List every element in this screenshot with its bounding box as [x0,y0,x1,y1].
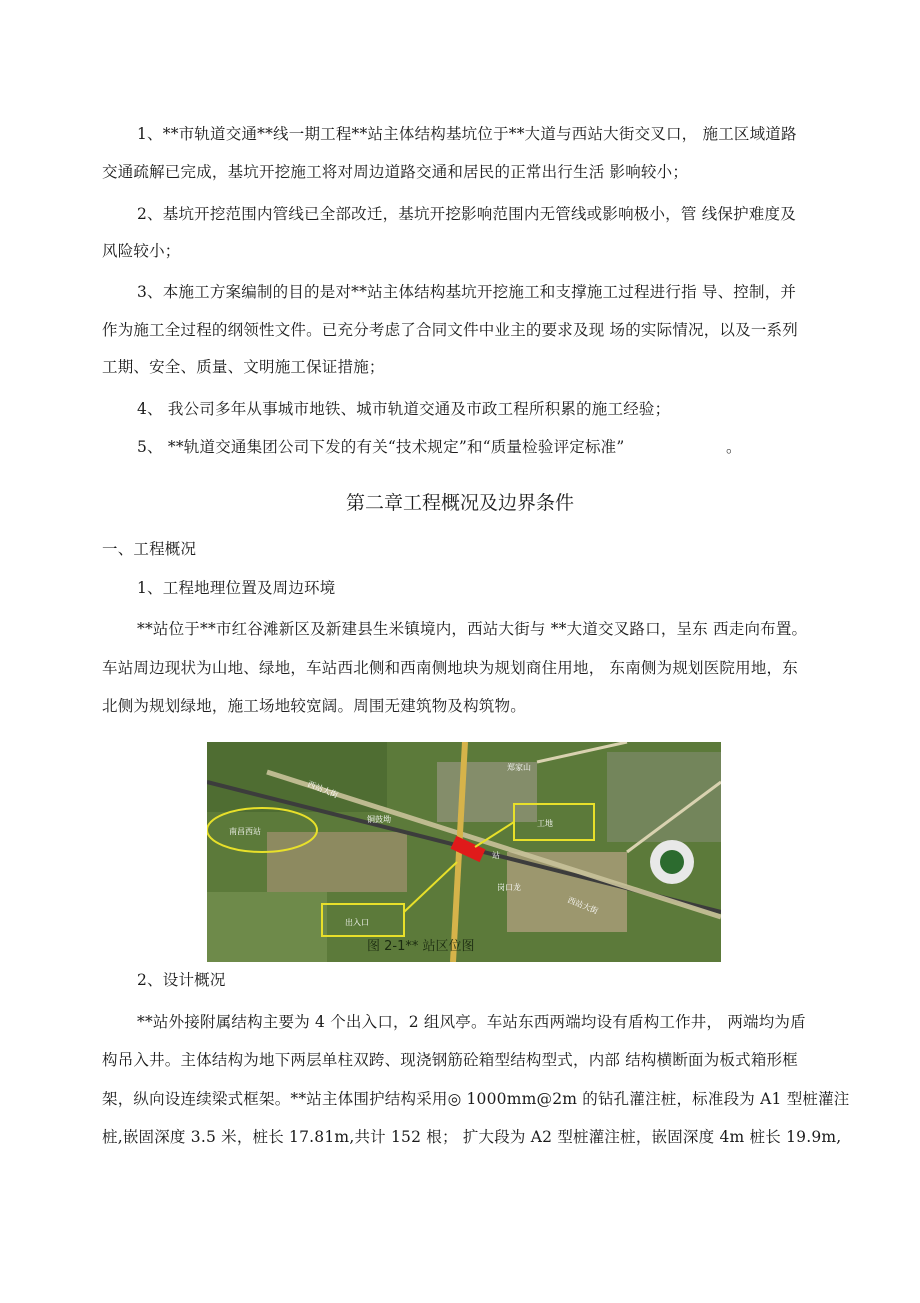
section-heading: 一、工程概况 [102,540,197,558]
design-para-line-4: 桩,嵌固深度 3.5 米，桩长 17.81m,共计 152 根； 扩大段为 A2 型桩灌注桩，嵌固深度 4m 桩长 19.9m, [102,1128,842,1146]
design-para-line-3: 架，纵向设连续梁式框架。**站主体围护结构采用◎ 1000mm@2m 的钻孔灌注桩，标准段为 A1 型桩灌注 [102,1090,850,1108]
para-5: 5、 **轨道交通集团公司下发的有关“技术规定”和“质量检验评定标准” [137,438,625,456]
para-1-line-1: 1、**市轨道交通**线一期工程**站主体结构基坑位于**大道与西站大街交叉口， 施工区域道路 [137,125,797,143]
design-para-line-2: 构吊入井。主体结构为地下两层单柱双跨、现浇钢筋砼箱型结构型式，内部 结构横断面为板式箱形框 [102,1051,798,1069]
map-label-zheng: 郑家山 [507,763,531,772]
chapter-title: 第二章工程概况及边界条件 [345,492,574,514]
para-3-line-1: 3、本施工方案编制的目的是对**站主体结构基坑开挖施工和支撑施工过程进行指 导、控制，并 [137,283,797,301]
map-label-road-1: 西站大街 [306,779,340,800]
design-heading: 2、设计概况 [137,971,226,989]
map-caption: 图 2-1** 站区位图 [367,939,475,954]
para-2-line-2: 风险较小； [102,242,181,260]
location-para-line-3: 北侧为规划绿地，施工场地较宽阔。周围无建筑物及构筑物。 [102,697,526,715]
map-label-road-2: 西站大街 [566,895,600,916]
para-2-line-1: 2、基坑开挖范围内管线已全部改迁，基坑开挖影响范围内无管线或影响极小，管 线保护难度及 [137,205,796,223]
map-label-entrance: 出入口 [345,918,369,927]
location-para-line-2: 车站周边现状为山地、绿地，车站西北侧和西南侧地块为规划商住用地， 东南侧为规划医院用地，东 [102,659,798,677]
map-label-west-station: 南昌西站 [229,827,261,836]
para-5-end: 。 [726,438,742,456]
design-para-line-1: **站外接附属结构主要为 4 个出入口，2 组风亭。车站东西两端均设有盾构工作井， 两端均为盾 [137,1013,806,1031]
para-1-line-2: 交通疏解已完成，基坑开挖施工将对周边道路交通和居民的正常出行生活 影响较小； [102,163,689,181]
para-4: 4、 我公司多年从事城市地铁、城市轨道交通及市政工程所积累的施工经验； [137,400,671,418]
map-label-site: 工地 [537,819,553,828]
map-label-zhan: 站 [492,851,500,860]
map-label-tong: 铜鼓坳 [367,815,391,824]
para-3-line-2: 作为施工全过程的纲领性文件。已充分考虑了合同文件中业主的要求及现 场的实际情况，以及一系列 [102,321,798,339]
subsection-heading: 1、工程地理位置及周边环境 [137,579,336,597]
location-map [207,742,721,962]
location-para-line-1: **站位于**市红谷滩新区及新建县生米镇境内，西站大街与 **大道交叉路口，呈东 西走向布置。 [137,620,808,638]
para-3-line-3: 工期、安全、质量、文明施工保证措施； [102,358,385,376]
map-label-gang: 岗口龙 [497,883,521,892]
